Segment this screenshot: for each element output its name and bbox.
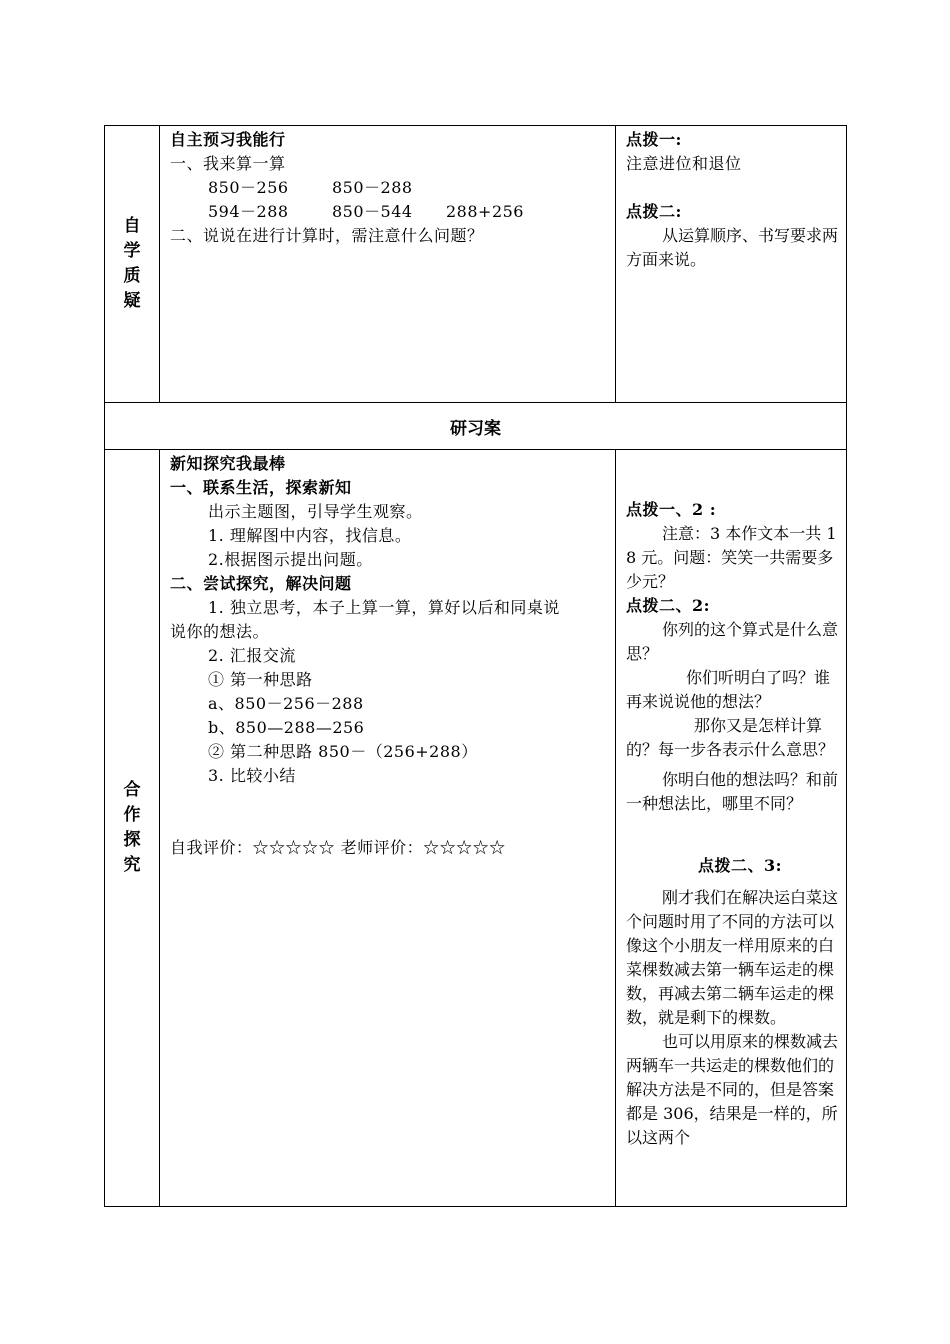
tip-2-title: 点拨二: [626, 202, 682, 221]
cooperative-side-label: 合作探究 [123, 780, 141, 875]
tip-a-text: 注意：3 本作文本一共 18 元。问题：笑笑一共需要多少元？ [626, 524, 837, 591]
section-2-line: ① 第一种思路 [208, 670, 313, 689]
section-2-line: b、850—288—256 [208, 718, 365, 737]
cooperative-heading: 新知探究我最棒 [170, 454, 286, 473]
tip-1-text: 注意进位和退位 [626, 154, 742, 173]
section-2-heading: 二、尝试探究，解决问题 [170, 574, 352, 593]
section-2-line: 3. 比较小结 [208, 766, 296, 785]
tip-b-text: 你明白他的想法吗？和前一种想法比，哪里不同？ [626, 770, 839, 813]
section-2-line: 2. 汇报交流 [208, 646, 296, 665]
self-study-item-1: 一、我来算一算 [170, 154, 286, 173]
self-study-item-2: 二、说说在进行计算时，需注意什么问题？ [170, 226, 484, 245]
self-study-content [160, 126, 616, 403]
tip-b-text: 你列的这个算式是什么意思？ [626, 620, 839, 663]
section-2-line: ② 第二种思路 850－（256+288） [208, 742, 478, 761]
evaluation-line: 自我评价：☆☆☆☆☆ 老师评价：☆☆☆☆☆ [170, 838, 506, 857]
tip-a-title: 点拨一、2 : [626, 500, 717, 519]
calc-expression: 288+256 [446, 202, 524, 221]
study-plan-title: 研习案 [105, 403, 847, 450]
cooperative-tips [616, 450, 847, 1207]
tip-b-title: 点拨二、2: [626, 596, 711, 615]
section-1-line: 1. 理解图中内容，找信息。 [208, 526, 412, 545]
cooperative-row [105, 450, 847, 1207]
tip-1-title: 点拨一: [626, 130, 682, 149]
section-2-line: 说你的想法。 [170, 622, 270, 641]
self-study-side-label: 自学质疑 [123, 216, 141, 311]
tip-c-text: 刚才我们在解决运白菜这个问题时用了不同的方法可以像这个小朋友一样用原来的白菜棵数减去第一辆车运走的棵数，再减去第二辆车运走的棵数，就是剩下的棵数。 [626, 888, 839, 1027]
section-2-line: a、850－256－288 [208, 694, 364, 713]
tip-2-text: 从运算顺序、书写要求两方面来说。 [626, 226, 839, 269]
self-study-tips [616, 126, 847, 403]
tip-c-text: 也可以用原来的棵数减去两辆车一共运走的棵数他们的解决方法是不同的，但是答案都是 306，结果是一样的，所以这两个 [626, 1032, 839, 1147]
study-plan-row [105, 403, 847, 450]
section-1-line: 出示主题图，引导学生观察。 [208, 502, 423, 521]
calc-expression: 850－256 [208, 178, 289, 197]
tip-b-text: 那你又是怎样计算的？每一步各表示什么意思？ [626, 716, 835, 759]
section-2-line: 1. 独立思考，本子上算一算，算好以后和同桌说 [208, 598, 560, 617]
cooperative-content [160, 450, 616, 1207]
lesson-plan-table [104, 125, 847, 1207]
self-study-heading: 自主预习我能行 [170, 130, 286, 149]
tip-c-title: 点拨二、3: [698, 856, 783, 875]
calc-expression: 594－288 [208, 202, 289, 221]
calc-expression: 850－288 [332, 178, 413, 197]
self-study-side-cell [105, 126, 160, 403]
cooperative-side-cell [105, 450, 160, 1207]
calc-row-1 [170, 176, 609, 200]
self-study-row [105, 126, 847, 403]
section-1-line: 2.根据图示提出问题。 [208, 550, 373, 569]
section-1-heading: 一、联系生活，探索新知 [170, 478, 352, 497]
calc-expression: 850－544 [332, 202, 413, 221]
tip-b-text: 你们听明白了吗？谁再来说说他的想法？ [626, 668, 831, 711]
calc-row-2 [170, 200, 609, 224]
